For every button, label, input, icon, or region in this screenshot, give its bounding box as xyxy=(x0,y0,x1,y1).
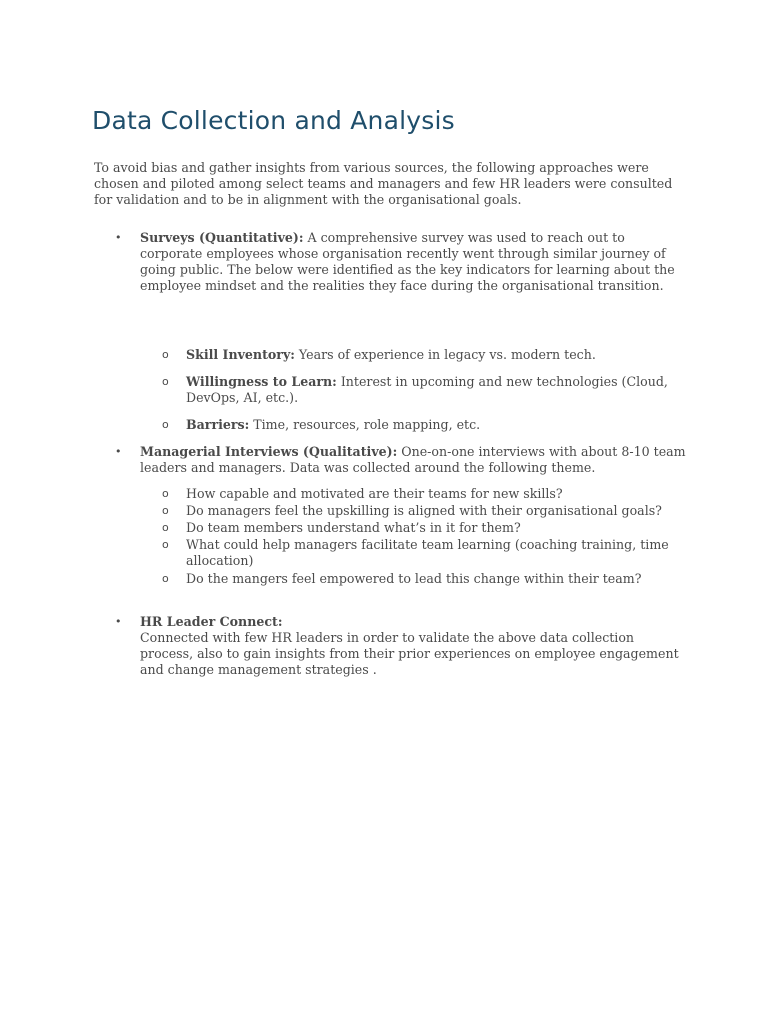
interview-question-text: Do the mangers feel empowered to lead this change within their team? xyxy=(186,571,642,586)
sub-marker: o xyxy=(162,487,169,500)
sub-item-text: Interest in upcoming and new technologies (Cloud, DevOps, AI, etc.). xyxy=(186,374,668,405)
sub-item-barriers xyxy=(162,417,688,433)
sub-marker: o xyxy=(162,538,169,551)
sub-marker: o xyxy=(162,504,169,517)
sub-item-skill-inventory xyxy=(162,347,688,363)
sub-item-heading: Willingness to Learn: xyxy=(186,374,337,389)
sub-marker: o xyxy=(162,521,169,534)
interview-question-text: How capable and motivated are their teams for new skills? xyxy=(186,486,563,501)
surveys-heading: Surveys (Quantitative): xyxy=(140,230,304,245)
interview-question-text: Do team members understand what’s in it for them? xyxy=(186,520,521,535)
bullet-hr-leader-connect xyxy=(115,614,688,678)
surveys-text: A comprehensive survey was used to reach out to corporate employees whose organisation recently went through similar journey of going public. The below were identified as the key indicators for learning about the employee mindset and the realities they face during the organisational transition. xyxy=(140,230,675,293)
interviews-heading: Managerial Interviews (Qualitative): xyxy=(140,444,398,459)
sub-item-heading: Skill Inventory: xyxy=(186,347,295,362)
bullet-marker: • xyxy=(115,445,122,458)
sub-item-text: Time, resources, role mapping, etc. xyxy=(249,417,481,432)
interview-question-text: What could help managers facilitate team learning (coaching training, time allocation) xyxy=(186,537,669,568)
interviews-text: One-on-one interviews with about 8-10 team leaders and managers. Data was collected around the following theme. xyxy=(140,444,686,475)
hr-heading: HR Leader Connect: xyxy=(140,614,283,629)
bullet-interviews xyxy=(115,444,688,476)
sub-marker: o xyxy=(162,375,169,388)
interview-question xyxy=(162,537,688,569)
page-title: Data Collection and Analysis xyxy=(92,106,455,135)
interview-question-text: Do managers feel the upskilling is aligned with their organisational goals? xyxy=(186,503,662,518)
hr-text: Connected with few HR leaders in order to validate the above data collection process, also to gain insights from their prior experiences on employee engagement and change management strategies . xyxy=(140,630,679,677)
sub-item-heading: Barriers: xyxy=(186,417,250,432)
interview-question xyxy=(162,520,688,536)
sub-item-text: Years of experience in legacy vs. modern tech. xyxy=(294,347,596,362)
sub-marker: o xyxy=(162,348,169,361)
sub-marker: o xyxy=(162,418,169,431)
sub-marker: o xyxy=(162,572,169,585)
bullet-marker: • xyxy=(115,615,122,628)
bullet-marker: • xyxy=(115,231,122,244)
interview-question xyxy=(162,503,688,519)
bullet-surveys xyxy=(115,230,688,294)
interview-question xyxy=(162,571,688,587)
interview-question xyxy=(162,486,688,502)
intro-paragraph: To avoid bias and gather insights from various sources, the following approaches were chosen and piloted among select teams and managers and few HR leaders were consulted for validation and to be in alignment with the organisational goals. xyxy=(94,160,673,207)
sub-item-willingness xyxy=(162,374,688,406)
